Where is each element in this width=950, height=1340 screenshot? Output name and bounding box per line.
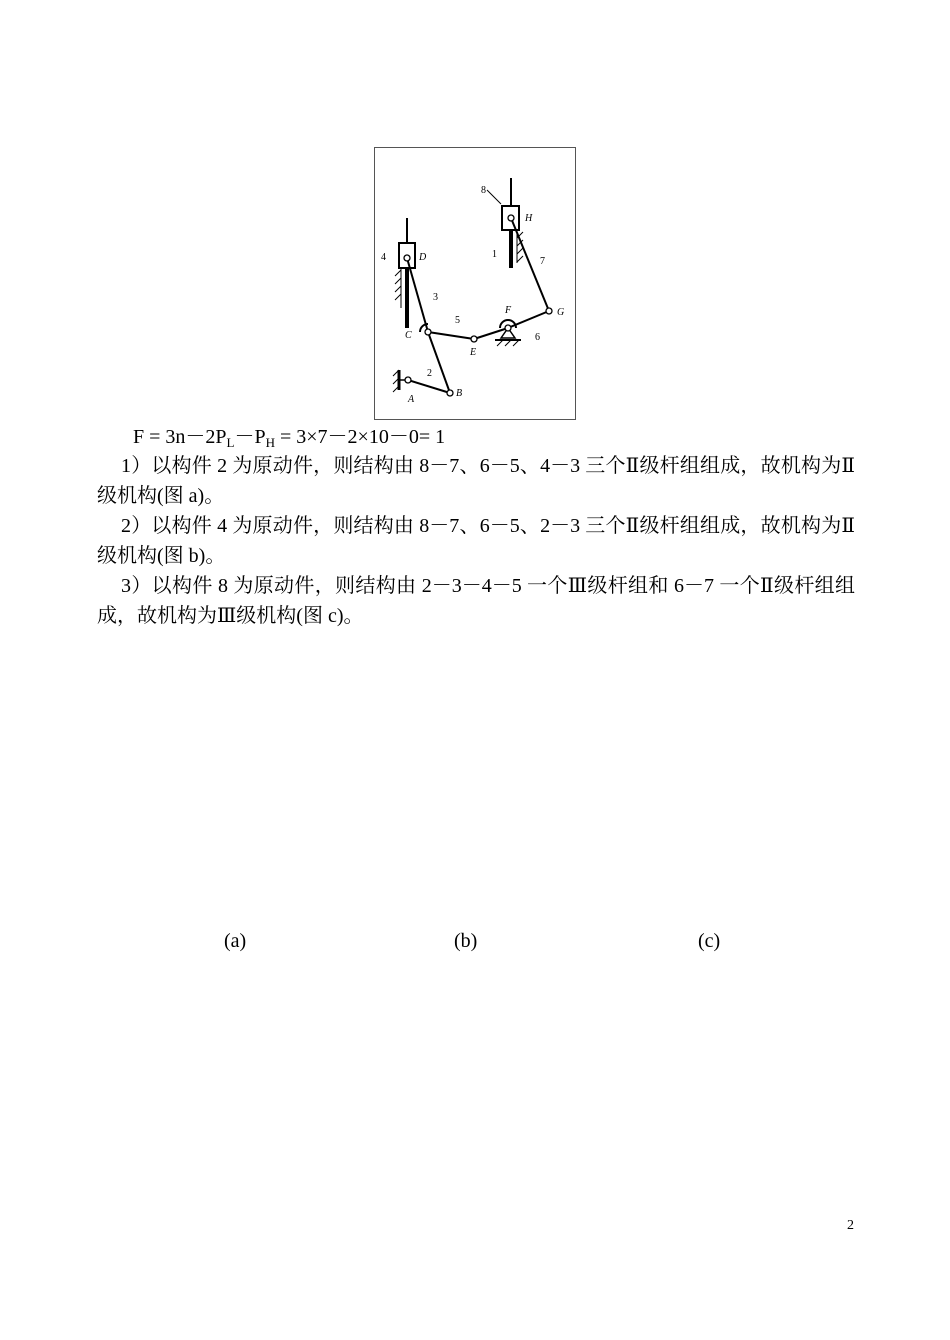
- label-link-2: 2: [427, 368, 432, 379]
- label-link-3: 3: [433, 292, 438, 303]
- label-g: G: [557, 307, 565, 318]
- link-5a: [428, 332, 474, 339]
- label-a: A: [408, 394, 415, 405]
- joint-e: [471, 336, 477, 342]
- slider-4-hatch: [395, 270, 401, 300]
- label-f: F: [505, 305, 512, 316]
- joint-c: [425, 329, 431, 335]
- link-2: [408, 380, 450, 393]
- joint-h: [508, 215, 514, 221]
- label-link-8: 8: [481, 185, 486, 196]
- label-h: H: [525, 213, 533, 224]
- label-link-7: 7: [540, 256, 545, 267]
- joint-g: [546, 308, 552, 314]
- joint-b: [447, 390, 453, 396]
- label-c: C: [405, 330, 412, 341]
- mechanism-diagram: [375, 148, 577, 421]
- label-link-4: 4: [381, 252, 386, 263]
- subfigure-label-b: (b): [454, 930, 478, 952]
- link-6: [508, 311, 549, 328]
- subfigure-label-a: (a): [224, 930, 247, 952]
- joint-d: [404, 255, 410, 261]
- label-d: D: [419, 252, 427, 263]
- joint-f: [505, 325, 511, 331]
- link-3: [407, 258, 428, 332]
- paragraph-3: 3）以构件 8 为原动件，则结构由 2－3－4－5 一个Ⅲ级杆组和 6－7 一个Ⅱ级杆组组成，故机构为Ⅲ级机构(图 c)。: [97, 575, 855, 627]
- subfigure-label-c: (c): [698, 930, 721, 952]
- mechanism-figure: [374, 147, 576, 420]
- label-link-5: 5: [455, 315, 460, 326]
- dof-formula: $F = 3n-2P_L-P_H = 3\times 7-2\times 10-0= 1$: [133, 426, 446, 450]
- joint-a: [405, 377, 411, 383]
- paragraph-2: 2）以构件 4 为原动件，则结构由 8－7、6－5、2－3 三个Ⅱ级杆组组成，故机构为Ⅱ级机构(图 b)。: [97, 515, 855, 567]
- link-3-lower: [428, 332, 450, 393]
- page-number: 2: [847, 1218, 854, 1233]
- label-b: B: [456, 388, 463, 399]
- paragraph-1: 1）以构件 2 为原动件，则结构由 8－7、6－5、4－3 三个Ⅱ级杆组组成，故机构为Ⅱ级机构(图 a)。: [97, 455, 855, 507]
- label-link-1: 1: [492, 249, 497, 260]
- label-e: E: [470, 347, 477, 358]
- label-link-6: 6: [535, 332, 540, 343]
